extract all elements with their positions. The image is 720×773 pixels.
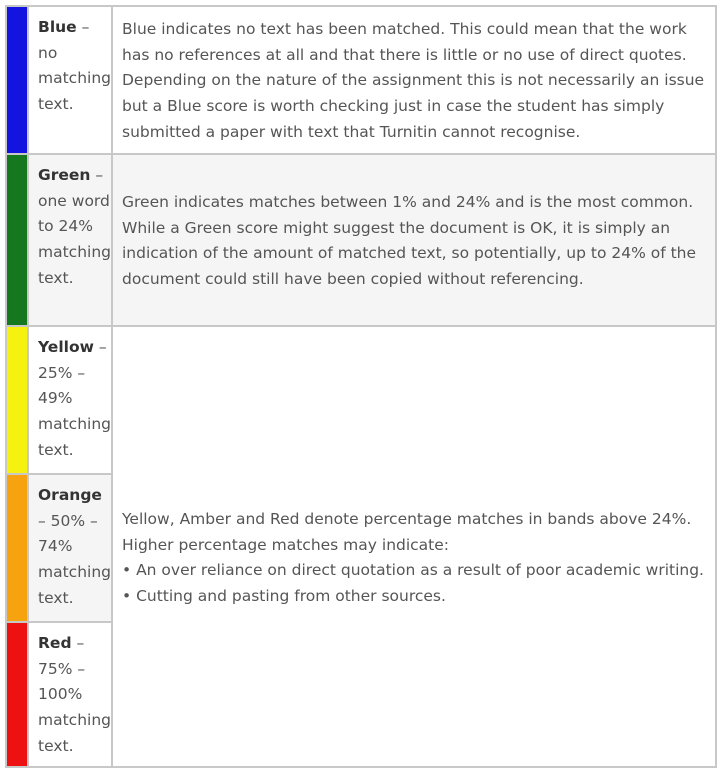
color-legend-table (5, 5, 717, 768)
green-label (27, 155, 113, 325)
table-row-green (7, 155, 715, 325)
blue-name: Blue (38, 18, 77, 36)
table-row-blue (7, 7, 715, 153)
blue-range: – no matching text. (38, 18, 111, 114)
yellow-label (27, 327, 113, 473)
blue-description: Blue indicates no text has been matched. This could mean that the work has no references at all and that there is little or no use of direct quotes. Depending on the nature of the assignment this is not necessarily an issue but a Blue score is worth checking just in case the student has simply submitted a paper with text that Turnitin cannot recognise. (122, 20, 705, 141)
table-row-red (7, 623, 715, 766)
orange-name: Orange (38, 486, 102, 504)
orange-range: – 50% – 74% matching text. (38, 511, 111, 607)
red-name: Red (38, 634, 72, 652)
orange-label (27, 475, 113, 621)
green-swatch (7, 155, 27, 325)
table-row-yellow (7, 327, 715, 473)
green-description: Green indicates matches between 1% and 24% and is the most common. While a Green score might suggest the document is OK, it is simply an indication of the amount of matched text, so potentially, up to 24% of the document could still have been copied without referencing. (122, 193, 697, 289)
high-match-intro: Yellow, Amber and Red denote percentage matches in bands above 24%. Higher percentage matches may indicate: (122, 510, 692, 554)
yellow-range: – 25% – 49% matching text. (38, 338, 111, 459)
yellow-name: Yellow (38, 338, 94, 356)
blue-label (27, 7, 113, 153)
blue-swatch (7, 7, 27, 153)
green-name: Green (38, 166, 91, 184)
orange-swatch (7, 475, 27, 621)
high-match-bullet-1: • An over reliance on direct quotation as a result of poor academic writing. (122, 561, 704, 580)
red-swatch (7, 623, 27, 766)
red-range: – 75% – 100% matching text. (38, 634, 111, 755)
green-range: – one word to 24% matching text. (38, 166, 111, 287)
high-match-bullet-2: • Cutting and pasting from other sources. (122, 587, 446, 606)
red-label (27, 623, 113, 766)
high-match-description (113, 497, 715, 610)
yellow-swatch (7, 327, 27, 473)
